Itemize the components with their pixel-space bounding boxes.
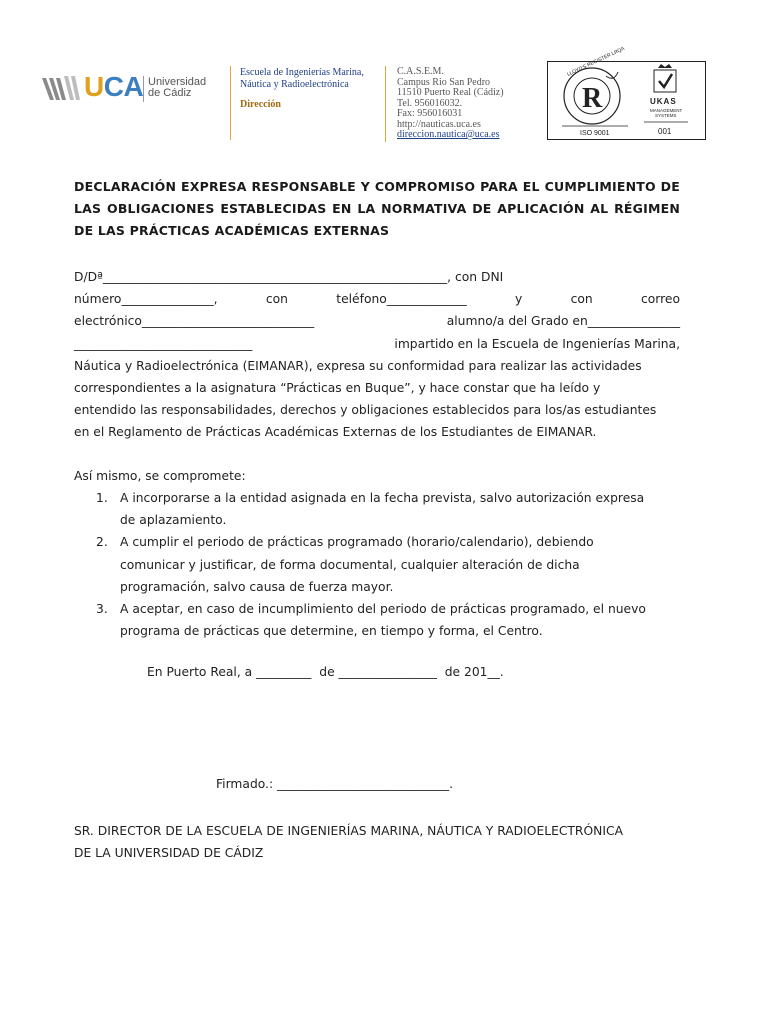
list-item: 3. A aceptar, en caso de incumplimiento del periodo de prácticas programado, el nuevo programa de prácticas que determine, en tiempo y forma, el Centro.: [96, 601, 646, 639]
number-field: número_______________,: [74, 292, 218, 307]
declaration-line: [74, 310, 680, 332]
list-item: 1. A incorporarse a la entidad asignada en la fecha prevista, salvo autorización expresa de aplazamiento.: [96, 491, 645, 528]
document-title: DECLARACIÓN EXPRESA RESPONSABLE Y COMPROMISO PARA EL CUMPLIMIENTO DE LAS OBLIGACIONES ESTABLECIDAS EN LA NORMATIVA DE APLICACIÓN AL RÉGIMEN DE LAS PRÁCTICAS ACADÉMICAS EXTERNAS: [74, 179, 680, 238]
contact-address2: 11510 Puerto Real (Cádiz): [397, 87, 504, 98]
degree-field: alumno/a del Grado en_______________: [446, 314, 680, 329]
contact-web: http://nauticas.uca.es: [397, 118, 481, 130]
uca-acronym: UCA: [84, 71, 144, 102]
addressee-line: DE LA UNIVERSIDAD DE CÁDIZ: [74, 846, 264, 861]
addressee-line: SR. DIRECTOR DE LA ESCUELA DE INGENIERÍAS MARINA, NÁUTICA Y RADIOELECTRÓNICA: [74, 824, 623, 838]
department-label: Dirección: [240, 99, 281, 110]
header-divider-1: [230, 66, 231, 140]
declaration-paragraph: [74, 266, 680, 444]
phone-field: teléfono_____________: [336, 292, 467, 307]
date-line: En Puerto Real, a _________ de ________________ de 201__.: [147, 665, 504, 679]
svg-text:001: 001: [658, 127, 672, 136]
declaration-line: correspondientes a la asignatura “Prácticas en Buque”, y hace constar que ha leído y: [74, 380, 601, 395]
declaration-line: número_______________, con teléfono_____________ y con correo: [74, 288, 680, 310]
signature-line: Firmado.: ____________________________.: [216, 777, 454, 791]
school-name-line1: Escuela de Ingenierías Marina,: [240, 67, 364, 78]
declaration-line: _____________________________ impartido en la Escuela de Ingenierías Marina,: [74, 336, 680, 351]
svg-text:UKAS: UKAS: [650, 97, 677, 106]
contact-address1: Campus Rio San Pedro: [397, 76, 491, 88]
header-divider-2: [385, 66, 386, 142]
certification-seal-icon: [548, 45, 705, 139]
logo-divider: [143, 76, 144, 102]
declaration-line: entendido las responsabilidades, derechos y obligaciones establecidos para los/as estudiantes: [74, 403, 657, 418]
addressee-block: [74, 820, 680, 864]
contact-block: [397, 67, 547, 141]
declaration-line: en el Reglamento de Prácticas Académicas Externas de los Estudiantes de EIMANAR.: [74, 425, 597, 440]
svg-text:LLOYD'S REGISTER LRQA: LLOYD'S REGISTER LRQA: [566, 45, 626, 78]
contact-fax: Fax: 956016031: [397, 108, 463, 119]
uca-logo: [40, 70, 210, 108]
svg-text:R: R: [582, 83, 603, 114]
contact-name: C.A.S.E.M.: [397, 66, 444, 77]
school-name-line2: Náutica y Radioelectrónica: [240, 79, 349, 90]
uca-acronym-rest: CA: [103, 71, 144, 102]
svg-text:SYSTEMS: SYSTEMS: [655, 113, 677, 118]
svg-text:ISO 9001: ISO 9001: [580, 130, 610, 137]
list-item: 2. A cumplir el periodo de prácticas programado (horario/calendario), debiendo comunicar y justificar, de forma documental, cualquier alteración de dicha programación, salvo causa de fuerza mayor.: [96, 535, 594, 594]
contact-email-link[interactable]: direccion.nautica@uca.es: [397, 129, 500, 140]
uca-wings-icon: [40, 70, 84, 108]
declaration-line: Náutica y Radioelectrónica (EIMANAR), expresa su conformidad para realizar las actividades: [74, 358, 642, 373]
email-field: electrónico____________________________: [74, 314, 315, 329]
commitment-intro: Así mismo, se compromete:: [74, 469, 246, 483]
contact-phone: Tel. 956016032.: [397, 97, 463, 109]
school-block: [240, 67, 380, 111]
university-name: Universidad de Cádiz: [148, 76, 207, 99]
declaration-line: D/Dª________________________________________________________, con DNI: [74, 270, 504, 284]
commitment-list: [96, 487, 680, 642]
certification-badge: [547, 45, 706, 140]
svg-text:MANAGEMENT: MANAGEMENT: [650, 108, 683, 113]
